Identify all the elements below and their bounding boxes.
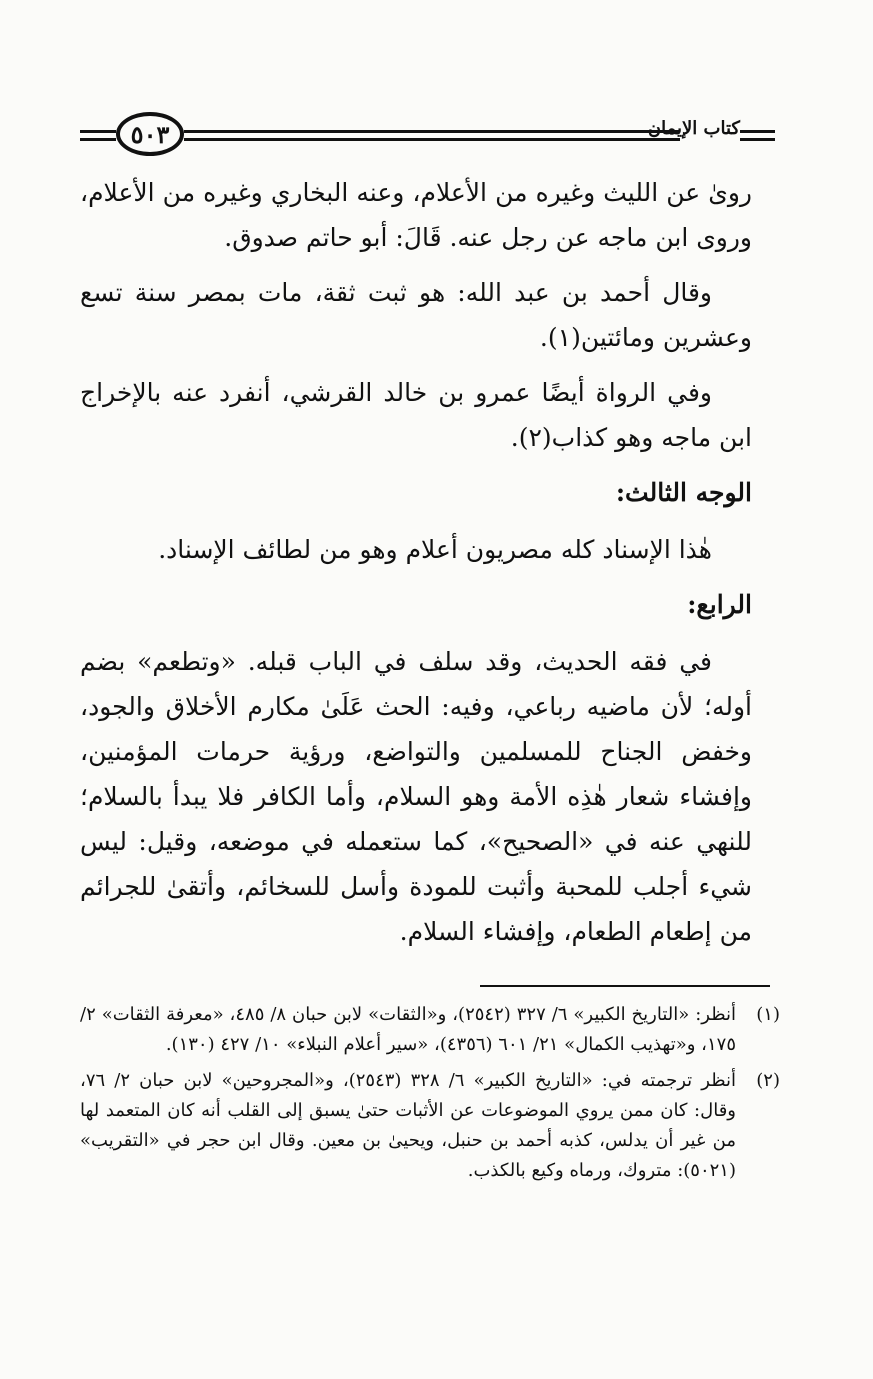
paragraph: وفي الرواة أيضًا عمرو بن خالد القرشي، أنفرد عنه بالإخراج ابن ماجه وهو كذاب(٢). <box>80 378 752 452</box>
footnote-number: (١) <box>756 1004 780 1025</box>
footnote <box>80 1066 780 1186</box>
main-text <box>80 170 752 964</box>
book-title: كتاب الإيمان <box>647 118 740 139</box>
paragraph: هٰذا الإسناد كله مصريون أعلام وهو من لطائف الإسناد. <box>158 535 712 564</box>
page-header <box>80 108 775 164</box>
footnote-separator <box>480 985 770 987</box>
paragraph: رویٰ عن الليث وغيره من الأعلام، وعنه البخاري وغيره من الأعلام، وروى ابن ماجه عن رجل عنه. قَالَ: أبو حاتم صدوق. <box>80 178 752 252</box>
page-number: ٥٠٣ <box>116 112 184 156</box>
header-rule <box>184 130 680 133</box>
paragraph: وقال أحمد بن عبد الله: هو ثبت ثقة، مات بمصر سنة تسع وعشرين ومائتين(١). <box>80 278 752 352</box>
header-rule <box>80 130 116 133</box>
footnote-text: أنظر ترجمته في: «التاريخ الكبير» ٦/ ٣٢٨ (٢٥٤٣)، و«المجروحين» لابن حبان ٢/ ٧٦، وقال: كان ممن يروي الموضوعات عن الأثبات حتىٰ يسبق إلى القلب أنه كان المتعمد لها من غير أن يدلس، كذبه أحمد بن حنبل، ويحيىٰ بن معين. وقال ابن حجر في «التقريب» (٥٠٢١): متروك، ورماه وكيع بالكذب. <box>80 1070 736 1181</box>
paragraph: في فقه الحديث، وقد سلف في الباب قبله. «وتطعم» بضم أوله؛ لأن ماضيه رباعي، وفيه: الحث عَلَىٰ مكارم الأخلاق والجود، وخفض الجناح للمسلمين والتواضع، ورؤية حرمات المؤمنين، وإفشاء شعار هٰذِه الأمة وهو السلام، وأما الكافر فلا يبدأ بالسلام؛ للنهي عنه في «الصحيح»، كما ستعمله في موضعه، وقيل: ليس شيء أجلب للمحبة وأثبت للمودة وأسل للسخائم، وأتقىٰ للجرائم من إطعام الطعام، وإفشاء السلام. <box>80 647 752 946</box>
footnote-number: (٢) <box>756 1070 780 1091</box>
header-rule <box>80 138 116 141</box>
header-rule <box>184 138 680 141</box>
section-heading: الرابع: <box>687 590 752 619</box>
header-rule <box>740 138 775 141</box>
header-rule <box>740 130 775 133</box>
section-heading: الوجه الثالث: <box>615 478 752 507</box>
footnotes <box>80 1000 780 1192</box>
footnote <box>80 1000 780 1060</box>
footnote-text: أنظر: «التاريخ الكبير» ٦/ ٣٢٧ (٢٥٤٢)، و«الثقات» لابن حبان ٨/ ٤٨٥، «معرفة الثقات» ٢/ ١٧٥، و«تهذيب الكمال» ٢١/ ٦٠١ (٤٣٥٦)، «سير أعلام النبلاء» ١٠/ ٤٢٧ (١٣٠). <box>80 1004 736 1055</box>
